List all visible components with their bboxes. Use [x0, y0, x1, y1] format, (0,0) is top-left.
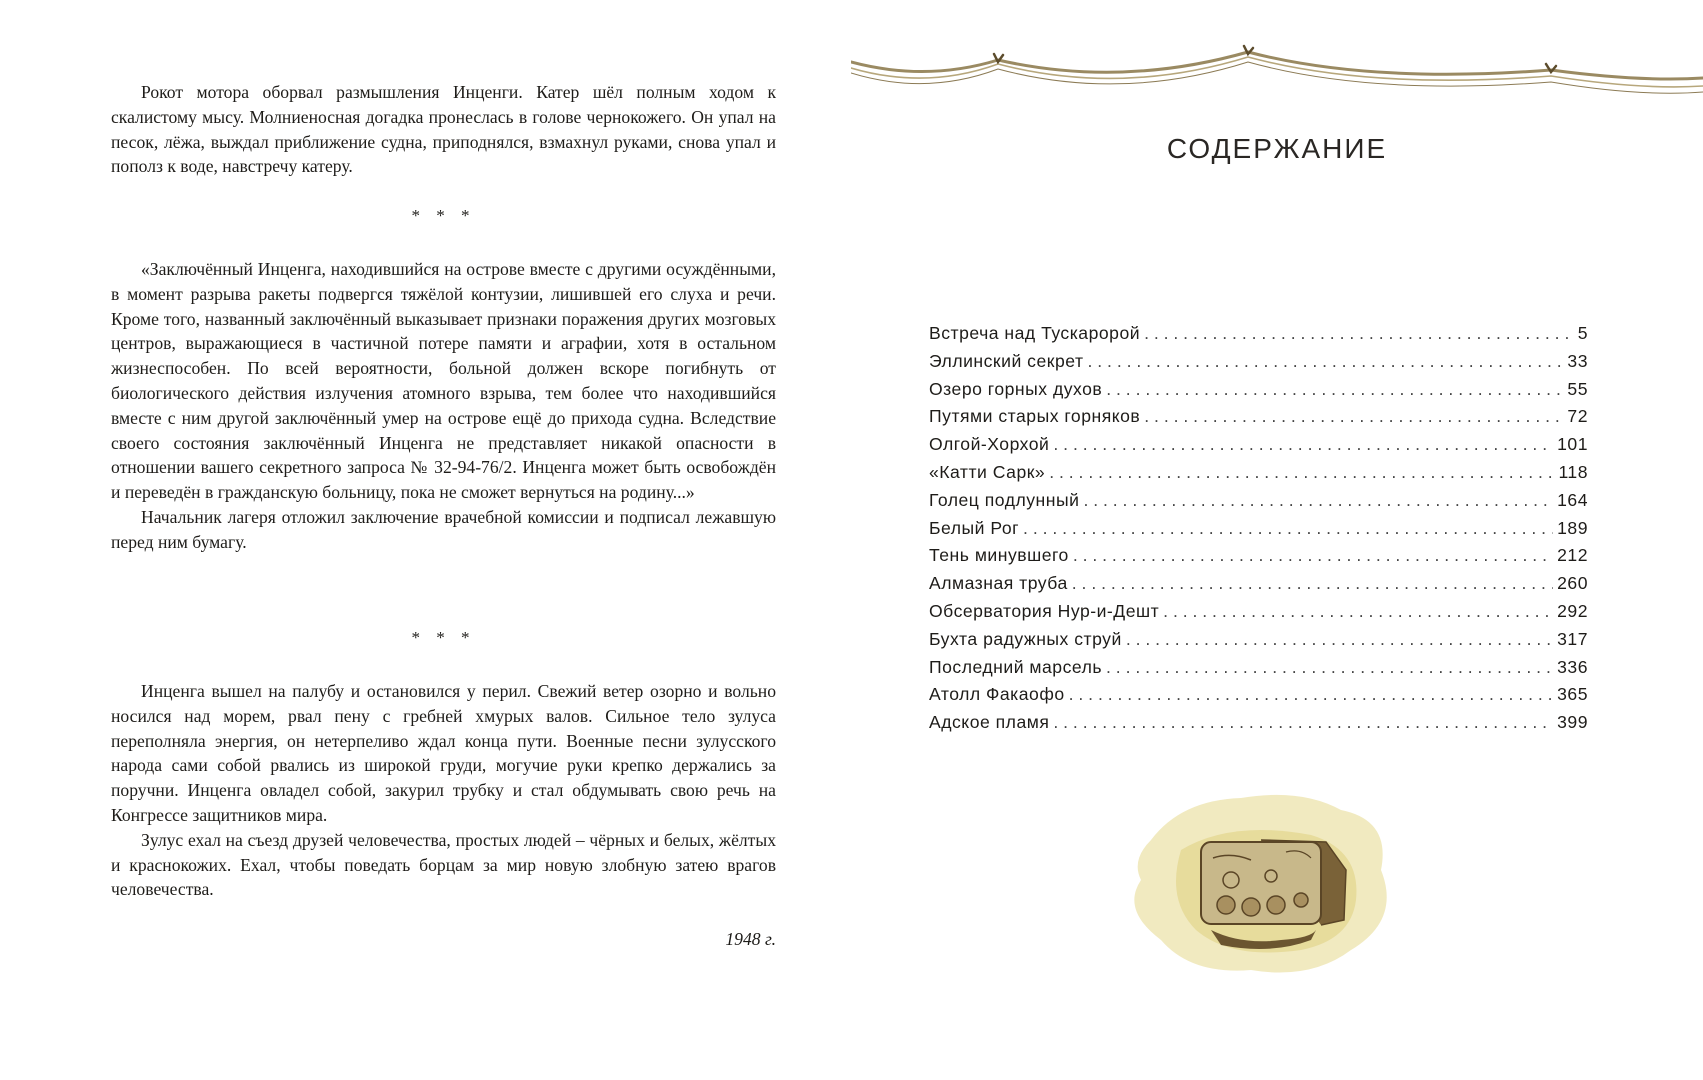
- toc-entry-title: Олгой-Хорхой: [929, 434, 1050, 455]
- toc-entry-title: Озеро горных духов: [929, 378, 1103, 399]
- toc-entry-page: 5: [1577, 323, 1588, 343]
- paragraph-3: Начальник лагеря отложил заключение врачебной комиссии и подписал лежавшую перед ним бумагу.: [111, 506, 776, 552]
- toc-leader-dots: [1106, 376, 1563, 404]
- toc-entry-title: Бухта радужных струй: [929, 628, 1122, 649]
- toc-entry-page: 212: [1557, 545, 1588, 566]
- right-page: [851, 0, 1703, 1080]
- toc-entry-title: Адское пламя: [929, 712, 1050, 733]
- toc-leader-dots: [1163, 598, 1553, 626]
- paragraph-4: Инценга вышел на палубу и остановился у перил. Свежий ветер озорно и вольно носился над морем, рвал пену с гребней хмурых валов. Сильное тело зулуса переполняла энергия, он нетерпеливо ждал конца пути. Военные песни зулусского народа сами собой рвались из широкой груди, могучие руки крепко держались за поручни. Инценга овладел собой, закурил трубку и стал обдумывать свою речь на Конгрессе защитников мира.: [111, 681, 776, 825]
- toc-entry[interactable]: [929, 626, 1588, 654]
- toc-entry-page: 33: [1567, 350, 1588, 371]
- toc-entry-page: 317: [1557, 628, 1588, 649]
- toc-leader-dots: [1144, 320, 1574, 348]
- toc-entry-title: Последний марсель: [929, 656, 1103, 677]
- garland-rope-illustration: [851, 40, 1703, 120]
- toc-entry-title: Белый Рог: [929, 517, 1020, 538]
- vintage-radio-sketch-illustration: [1111, 780, 1411, 980]
- toc-entry[interactable]: [929, 570, 1588, 598]
- paragraph-5: Зулус ехал на съезд друзей человечества, простых людей – чёрных и белых, жёлтых и краснокожих. Ехал, чтобы поведать борцам за мир новую злобную затею врагов человечества.: [111, 829, 776, 900]
- toc-entry-title: «Катти Сарк»: [929, 461, 1046, 482]
- toc-entry[interactable]: [929, 515, 1588, 543]
- toc-entry[interactable]: [929, 654, 1588, 682]
- section-separator-1: * * *: [411, 206, 476, 225]
- toc-list: [929, 320, 1588, 737]
- toc-leader-dots: [1106, 654, 1553, 682]
- toc-entry[interactable]: [929, 681, 1588, 709]
- text-block-1: [111, 80, 776, 179]
- toc-entry[interactable]: [929, 487, 1588, 515]
- toc-entry[interactable]: [929, 320, 1588, 348]
- toc-leader-dots: [1088, 348, 1564, 376]
- toc-entry-title: Обсерватория Нур-и-Дешт: [929, 600, 1160, 621]
- toc-leader-dots: [1049, 459, 1554, 487]
- toc-entry-page: 55: [1567, 378, 1588, 399]
- toc-title: СОДЕРЖАНИЕ: [1166, 133, 1388, 164]
- toc-entry-title: Алмазная труба: [929, 573, 1068, 594]
- toc-leader-dots: [1053, 431, 1553, 459]
- toc-entry[interactable]: [929, 348, 1588, 376]
- toc-entry-title: Голец подлунный: [929, 489, 1080, 510]
- toc-entry-title: Тень минувшего: [929, 545, 1069, 566]
- toc-entry[interactable]: [929, 403, 1588, 431]
- toc-entry[interactable]: [929, 431, 1588, 459]
- toc-leader-dots: [1126, 626, 1553, 654]
- paragraph-2: «Заключённый Инценга, находившийся на острове вместе с другими осуждёнными, в момент разрыва ракеты подвергся тяжёлой контузии, лишившей его слуха и речи. Кроме того, названный заключённый выказывает признаки поражения других мозговых центров, выражающиеся в частичной потере памяти и аграфии, хотя в остальном жизнеспособен. По всей вероятности, больной должен вскоре погибнуть от биологического действия излучения атомного взрыва, тем более что находившийся вместе с ним другой заключённый умер на острове ещё до прихода судна. Вследствие своего состояния заключённый Инценга не представляет никакой опасности в отношении вашего секретного запроса № 32-94-76/2. Инценга может быть освобождён и переведён в гражданскую больницу, пока не сможет вернуться на родину...»: [111, 259, 776, 503]
- dateline: 1948 г.: [725, 929, 776, 949]
- toc-leader-dots: [1069, 681, 1554, 709]
- paragraph-1: Рокот мотора оборвал размышления Инценги. Катер шёл полным ходом к скалистому мысу. Молниеносная догадка пронеслась в голове чернокожего. Он упал на песок, лёжа, выждал приближение судна, приподнялся, взмахнул руками, снова упал и пополз к воде, навстречу катеру.: [111, 82, 776, 177]
- toc-leader-dots: [1083, 487, 1553, 515]
- text-block-3: [111, 679, 776, 902]
- toc-entry-page: 72: [1567, 406, 1588, 427]
- toc-entry[interactable]: [929, 459, 1588, 487]
- toc-entry-title: Эллинский секрет: [929, 350, 1084, 371]
- toc-entry-page: 118: [1558, 461, 1588, 482]
- toc-entry[interactable]: [929, 376, 1588, 404]
- text-block-2: [111, 257, 776, 555]
- toc-leader-dots: [1144, 403, 1563, 431]
- toc-entry-page: 101: [1557, 434, 1588, 455]
- toc-leader-dots: [1072, 570, 1553, 598]
- toc-leader-dots: [1053, 709, 1553, 737]
- toc-entry-title: Встреча над Тускаророй: [929, 323, 1141, 343]
- left-page: [0, 0, 851, 1080]
- toc-entry-title: Атолл Факаофо: [929, 684, 1065, 705]
- toc-entry[interactable]: [929, 709, 1588, 737]
- toc-entry-page: 292: [1557, 600, 1588, 621]
- toc-entry-page: 260: [1557, 573, 1588, 594]
- toc-leader-dots: [1073, 542, 1553, 570]
- toc-entry-title: Путями старых горняков: [929, 406, 1141, 427]
- toc-entry-page: 189: [1557, 517, 1588, 538]
- toc-entry-page: 164: [1557, 489, 1588, 510]
- toc-entry[interactable]: [929, 598, 1588, 626]
- toc-entry[interactable]: [929, 542, 1588, 570]
- toc-entry-page: 399: [1557, 712, 1588, 733]
- toc-entry-page: 365: [1557, 684, 1588, 705]
- toc-entry-page: 336: [1557, 656, 1588, 677]
- section-separator-2: * * *: [411, 628, 476, 647]
- toc-leader-dots: [1023, 515, 1553, 543]
